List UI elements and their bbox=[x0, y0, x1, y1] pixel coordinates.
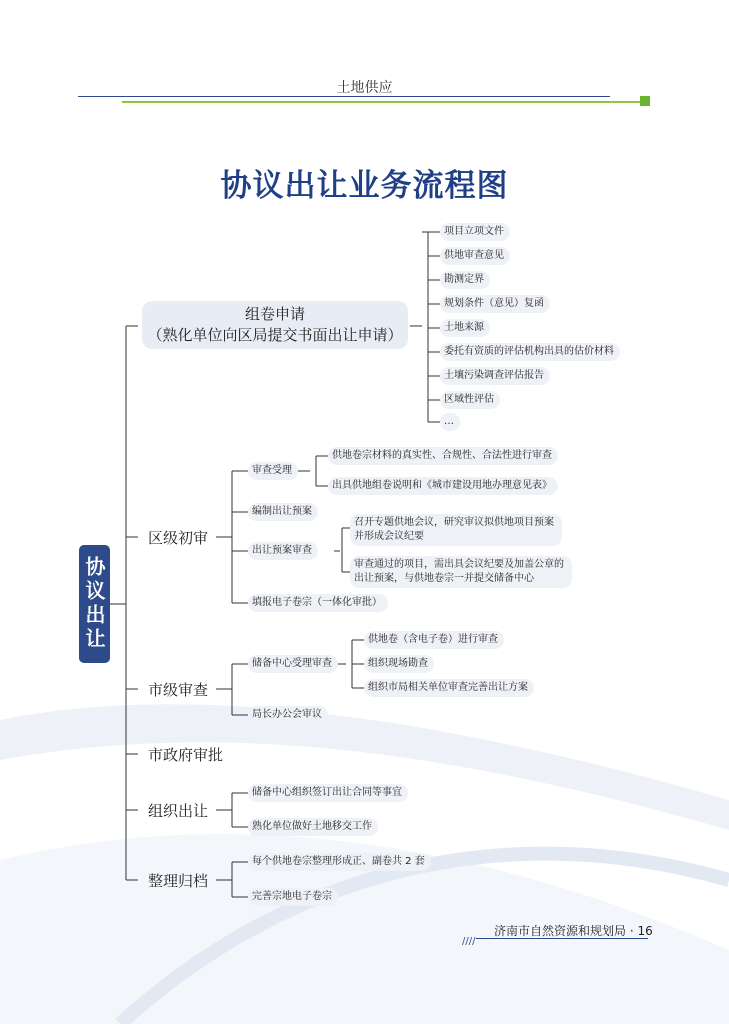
page-number: 16 bbox=[637, 924, 653, 938]
root-node: 协议出让 bbox=[79, 545, 110, 663]
org-node: 组织出让 bbox=[148, 802, 209, 820]
city-center: 储备中心受理审查 bbox=[248, 655, 338, 673]
apply-node bbox=[142, 301, 408, 349]
footer-slashes: //// bbox=[462, 936, 476, 947]
district-plan-review-item bbox=[350, 514, 562, 546]
city-center-item: 组织现场勘查 bbox=[364, 655, 434, 673]
apply-item: 项目立项文件 bbox=[440, 223, 510, 241]
footer bbox=[494, 922, 653, 939]
district-plan-review-item bbox=[350, 556, 572, 588]
archive-item: 完善宗地电子卷宗 bbox=[248, 888, 338, 906]
apply-item: 供地审查意见 bbox=[440, 247, 510, 265]
city-center-item: 供地卷（含电子卷）进行审查 bbox=[364, 631, 504, 649]
city-meeting: 局长办公会审议 bbox=[248, 706, 328, 724]
apply-item: 规划条件（意见）复函 bbox=[440, 295, 550, 313]
page-title: 协议出让业务流程图 bbox=[220, 168, 509, 204]
apply-item: … bbox=[440, 413, 460, 431]
district-plan-review: 出让预案审查 bbox=[248, 542, 318, 560]
section-header: 土地供应 bbox=[336, 80, 393, 96]
item-line: 并形成会议纪要 bbox=[354, 531, 424, 542]
apply-sub: （熟化单位向区局提交书面出让申请） bbox=[147, 326, 403, 344]
apply-item: 土壤污染调查评估报告 bbox=[440, 367, 550, 385]
apply-item: 土地来源 bbox=[440, 319, 490, 337]
district-review-item: 出具供地组卷说明和《城市建设用地办理意见表》 bbox=[328, 477, 558, 495]
district-upload: 填报电子卷宗（一体化审批） bbox=[248, 594, 388, 612]
org-item: 熟化单位做好土地移交工作 bbox=[248, 818, 378, 836]
archive-node: 整理归档 bbox=[148, 872, 209, 890]
footer-org: 济南市自然资源和规划局 bbox=[494, 924, 627, 938]
item-line: 审查通过的项目，需出具会议纪要及加盖公章的 bbox=[354, 559, 564, 570]
apply-item: 委托有资质的评估机构出具的估价材料 bbox=[440, 343, 620, 361]
archive-item: 每个供地卷宗整理形成正、副卷共 2 套 bbox=[248, 853, 431, 871]
item-line: 出让预案，与供地卷宗一并提交储备中心 bbox=[354, 573, 534, 584]
apply-item: 区域性评估 bbox=[440, 391, 500, 409]
district-review-item: 供地卷宗材料的真实性、合规性、合法性进行审查 bbox=[328, 447, 558, 465]
apply-label: 组卷申请 bbox=[244, 305, 305, 323]
apply-item: 勘测定界 bbox=[440, 271, 490, 289]
city-center-item: 组织市局相关单位审查完善出让方案 bbox=[364, 679, 534, 697]
footer-dot: · bbox=[626, 924, 638, 938]
item-line: 召开专题供地会议，研究审议拟供地项目预案 bbox=[354, 517, 554, 528]
org-item: 储备中心组织签订出让合同等事宜 bbox=[248, 784, 408, 802]
district-plan: 编制出让预案 bbox=[248, 503, 318, 521]
gov-node: 市政府审批 bbox=[148, 746, 224, 764]
footer-rule bbox=[476, 938, 648, 939]
district-review: 审查受理 bbox=[248, 462, 298, 480]
district-node: 区级初审 bbox=[148, 529, 209, 547]
city-node: 市级审查 bbox=[148, 681, 209, 699]
